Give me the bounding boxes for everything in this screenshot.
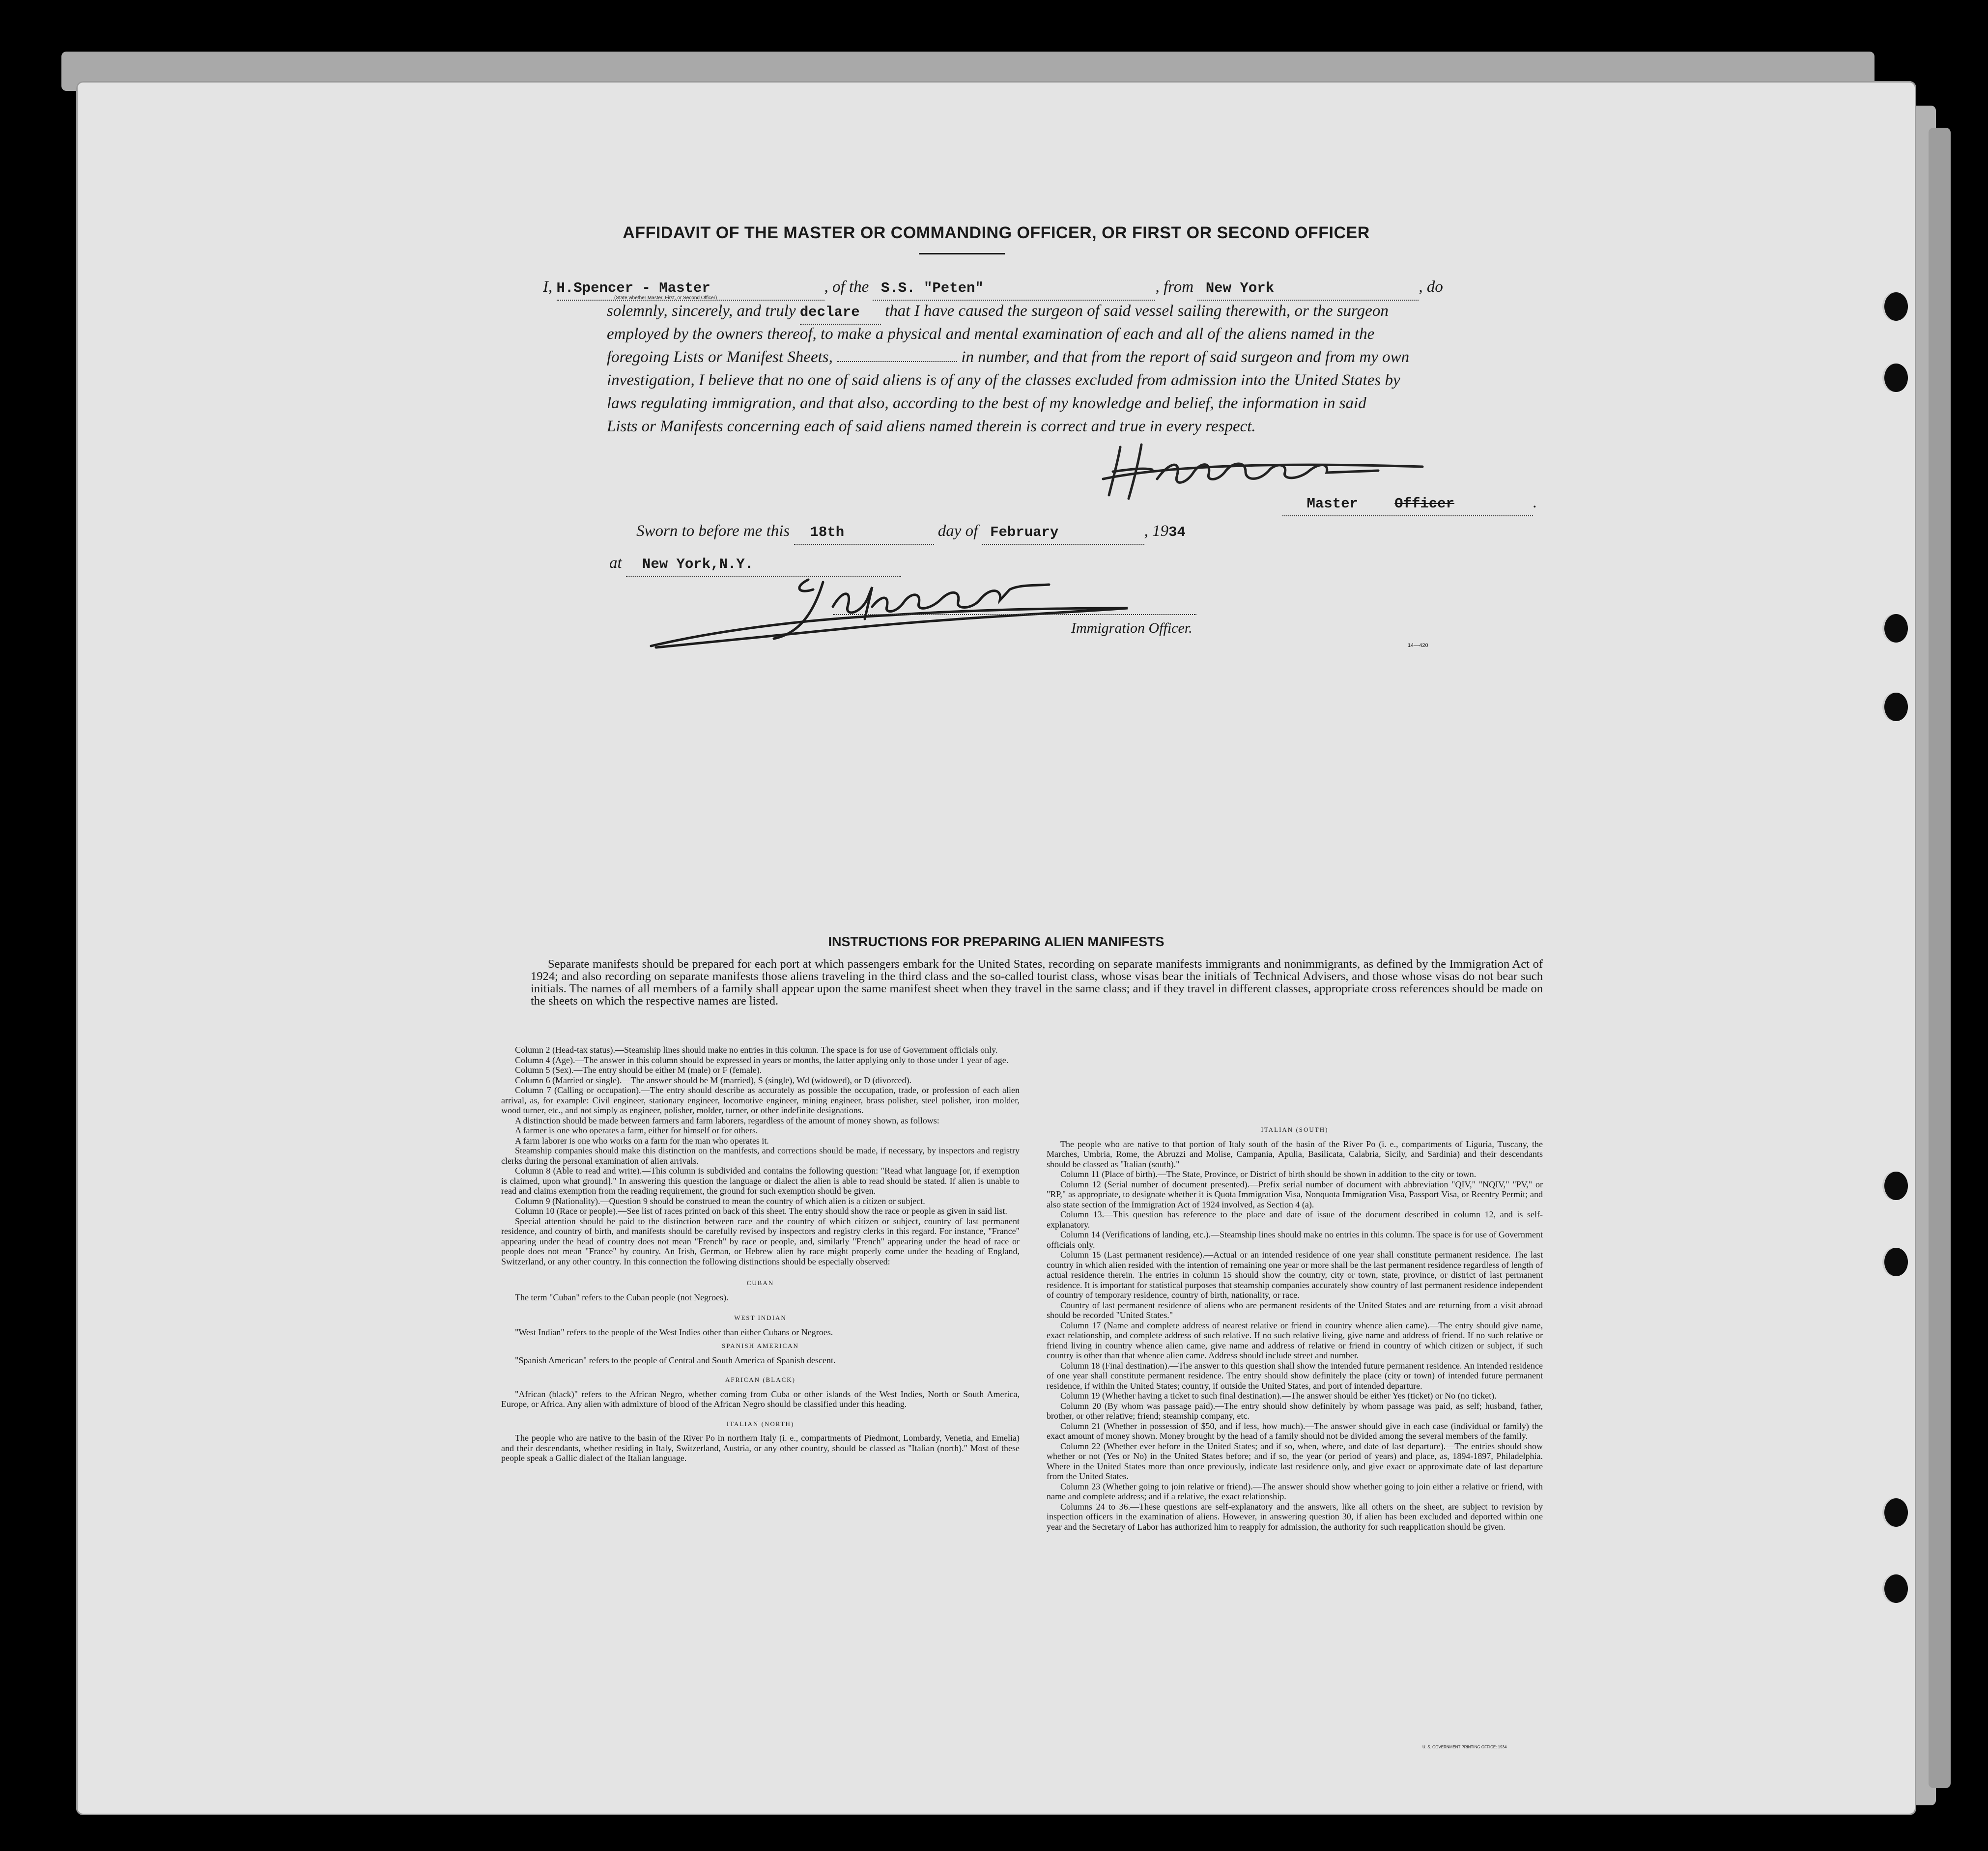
left-para: Column 9 (Nationality).—Question 9 should be construed to mean the country of which alien is a citizen or subject. xyxy=(515,1196,925,1206)
right-para: Column 19 (Whether having a ticket to such final destination).—The answer should be either Yes (ticket) or No (no ticket). xyxy=(1060,1391,1497,1401)
west-indian-text: "West Indian" refers to the people of the West Indies other than either Cubans or Negroes. xyxy=(515,1327,833,1337)
punch-hole xyxy=(1884,292,1908,321)
heading-west-indian: WEST INDIAN xyxy=(734,1314,787,1321)
affidavit-line-4: foregoing Lists or Manifest Sheets, in number, and that from the report of said surgeon and from my own xyxy=(607,348,1410,366)
right-para: Column 14 (Verifications of landing, etc.).—Steamship lines should make no entries in this column. The space is for use of Government officials only. xyxy=(1047,1230,1543,1250)
right-para: Column 13.—This question has reference to the place and date of issue of the document described in column 12, and is self-explanatory. xyxy=(1047,1209,1543,1230)
affidavit-line-1: I, H.Spencer - Master , of the S.S. "Peten" , from New York , do xyxy=(543,276,1443,301)
left-para: Column 5 (Sex).—The entry should be either M (male) or F (female). xyxy=(515,1065,762,1075)
master-name-field: H.Spencer - Master xyxy=(557,276,824,301)
right-para: Column 22 (Whether ever before in the United States; and if so, when, where, and date of last departure).—The entries should show whether or not (Yes or No) in the United States before; and if so, the year (or period of years) and place, as, 1894-1897, Philadelphia. Where in the United States more than once previously, indicate last residence only, and give exact or approximate date of last departure from the United States. xyxy=(1047,1441,1543,1481)
form-number: 14—420 xyxy=(1408,643,1428,648)
right-para: Column 23 (Whether going to join relative or friend).—The answer should show whether going to join either a relative or friend, with name and complete address; and if a relative, the exact relationship. xyxy=(1047,1481,1543,1501)
left-para: A farm laborer is one who works on a farm for the man who operates it. xyxy=(515,1135,769,1146)
punch-hole xyxy=(1884,1172,1908,1200)
cuban-text: The term "Cuban" refers to the Cuban people (not Negroes). xyxy=(515,1292,729,1302)
left-para: Special attention should be paid to the distinction between race and the country of which citizen or subject, country of last permanent residence, and country of birth, and manifests should be carefully revised by inspectors and registry clerks in this regard. For instance, "France" appearing under the head of country does not mean "French" by race or people, and, similarly "French" appearing under the head of race or people does not mean "France" by country. An Irish, German, or Hebrew alien by race might properly come under the heading of England, Switzerland, or any other country. In this connection the following distinctions should be especially observed: xyxy=(501,1216,1020,1266)
sworn-day-field: 18th xyxy=(794,520,934,545)
affidavit-line-5: investigation, I believe that no one of said aliens is of any of the classes excluded from admission into the United States by xyxy=(607,371,1400,389)
right-para: Columns 24 to 36.—These questions are self-explanatory and the answers, like all others on the sheet, are subject to revision by inspection officers in the examination of aliens. However, in answering question 30, if alien has been excluded and deported within one year and the Secretary of Labor has authorized him to reapply for admission, the authority for such reapplication should be given. xyxy=(1047,1501,1543,1532)
instructions-title: INSTRUCTIONS FOR PREPARING ALIEN MANIFESTS xyxy=(828,934,1164,949)
italian-north-text: The people who are native to the basin of the River Po in northern Italy (i. e., compartments of Piedmont, Lombardy, Venetia, and Emelia) and their descendants, whether residing in Italy, Switzerland, Austria, or any other country, should be classed as "Italian (north)." Most of these people speak a Gallic dialect of the Italian language. xyxy=(501,1433,1020,1463)
right-para: Column 21 (Whether in possession of $50, and if less, how much).—The answer should give in each case (individual or family) the exact amount of money shown. Money brought by the head of a family should not be divided among the several members of the family. xyxy=(1047,1421,1543,1441)
left-para: Column 10 (Race or people).—See list of races printed on back of this sheet. The entry should show the race or people as given in said list. xyxy=(515,1206,1007,1216)
title-rule xyxy=(919,253,1005,254)
back-page-right-2 xyxy=(1929,128,1951,1788)
punch-hole xyxy=(1884,693,1908,721)
african-text: "African (black)" refers to the African Negro, whether coming from Cuba or other islands of the West Indies, North or South America, Europe, or Africa. Any alien with admixture of blood of the African Negro should be classified under this heading. xyxy=(501,1389,1020,1409)
heading-italian-south: ITALIAN (SOUTH) xyxy=(1261,1126,1329,1133)
instructions-right-column xyxy=(1047,1125,1543,1532)
officer-label: Immigration Officer. xyxy=(1071,620,1193,636)
right-para: Column 17 (Name and complete address of nearest relative or friend in country whence alien came).—The entry should give name, exact relationship, and complete address of such relative. If no such relative living, give name and address of friend. If no such relative or friend living in country whence alien came, give name and address of relative or friend in country of which citizen or subject, if such country is other than that whence alien came. Address should include street and number. xyxy=(1047,1320,1543,1360)
punch-hole xyxy=(1884,1498,1908,1527)
sworn-line: Sworn to before me this 18th day of February , 1934 xyxy=(636,520,1186,545)
from-port-field: New York xyxy=(1197,276,1419,301)
left-para: A distinction should be made between farmers and farm laborers, regardless of the amount of money shown, as follows: xyxy=(515,1115,939,1125)
printer-imprint: U. S. GOVERNMENT PRINTING OFFICE: 1934 xyxy=(1422,1745,1507,1749)
sworn-month-field: February xyxy=(982,520,1144,545)
heading-spanish-american: SPANISH AMERICAN xyxy=(722,1342,799,1349)
instructions-intro: Separate manifests should be prepared for each port at which passengers embark for the United States, recording on separate manifests immigrants and nonimmigrants, as defined by the Immigration Act of 1924; and also recording on separate manifests those aliens traveling in the third class and the so-called tourist class, whose visas bear the initials of Technical Advisers, and those whose visas do not bear such initials. The names of all members of a family shall appear upon the same manifest sheet when they travel in the same class; and if they travel in different classes, appropriate cross references should be made on the sheets on which the respective names are listed. xyxy=(531,957,1543,1008)
signer-title-line: Master Officer . xyxy=(1282,491,1537,516)
affidavit-line-2: solemnly, sincerely, and truly declare that I have caused the surgeon of said vessel sailing therewith, or the surgeon xyxy=(607,300,1389,325)
spanish-american-text: "Spanish American" refers to the people of Central and South America of Spanish descent. xyxy=(515,1355,836,1365)
right-para: Column 18 (Final destination).—The answer to this question shall show the intended future permanent residence. An intended residence of one year shall constitute permanent residence. The entry should show definitely the place (city or town) of intended future permanent residence, if within the United States; country, if outside the United States, and port of intended departure. xyxy=(1047,1360,1543,1391)
punch-hole xyxy=(1884,614,1908,643)
declare-field: declare xyxy=(800,300,881,325)
heading-cuban: CUBAN xyxy=(746,1279,774,1287)
sheet-count-field xyxy=(837,361,957,362)
vessel-field: S.S. "Peten" xyxy=(873,276,1155,301)
left-para: Column 2 (Head-tax status).—Steamship lines should make no entries in this column. The space is for use of Government officials only. xyxy=(515,1045,998,1055)
punch-hole xyxy=(1884,1248,1908,1276)
sworn-place-line: at New York,N.Y. xyxy=(609,552,901,577)
instructions-left-column xyxy=(501,1045,1020,1463)
right-para: The people who are native to that portion of Italy south of the basin of the River Po (i. e., compartments of Liguria, Tuscany, the Marches, Umbria, Rome, the Abruzzi and Molise, Campania, Apulia, Basilicata, Calabria, Sicily, and Sardinia) and their descendants should be classed as "Italian (south)." xyxy=(1047,1139,1543,1169)
officer-signature-line xyxy=(833,614,1196,615)
right-para: Column 20 (By whom was passage paid).—The entry should show definitely by whom passage was paid, as self; husband, father, brother, or other relative; friend; steamship company, etc. xyxy=(1047,1401,1543,1421)
right-para: Column 12 (Serial number of document presented).—Prefix serial number of document with abbreviation "QIV," "NQIV," "PV," or "RP," as appropriate, to designate whether it is Quota Immigration Visa, Nonquota Immigration Visa, Passport Visa, or Reentry Permit; and also state section of the Immigration Act of 1924 involved, as Section 4 (a). xyxy=(1047,1179,1543,1209)
left-para: Steamship companies should make this distinction on the manifests, and corrections should be made, if necessary, by inspectors and registry clerks during the personal examination of alien arrivals. xyxy=(501,1146,1020,1166)
right-para: Country of last permanent residence of aliens who are permanent residents of the United States and are returning from a visit abroad should be recorded "United States." xyxy=(1047,1300,1543,1320)
affidavit-line-3: employed by the owners thereof, to make a physical and mental examination of each and all of the aliens named in the xyxy=(607,325,1375,343)
right-para: Column 11 (Place of birth).—The State, Province, or District of birth should be shown in addition to the city or town. xyxy=(1060,1169,1477,1179)
signer-title-field: Master Officer xyxy=(1282,491,1533,516)
left-para: Column 8 (Able to read and write).—This column is subdivided and contains the following question: "Read what language [or, if exemption is claimed, upon what ground]." In answering this question the language or dialect the alien is able to read should be stated. If alien is unable to read and claims exemption from the reading requirement, the ground for such exemption should be given. xyxy=(501,1166,1020,1196)
punch-hole xyxy=(1884,1574,1908,1603)
right-para: Column 15 (Last permanent residence).—Actual or an intended residence of one year shall constitute permanent residence. The last country in which alien resided with the intention of remaining one year or more shall be the last permanent residence regardless of length of actual residence therein. The entries in column 15 should show the country, city or town, state, province, or district of last permanent residence. It is important for statistical purposes that steamship companies accurately show country of last permanent residence independent of country of temporary residence, country of birth, nationality, or race. xyxy=(1047,1250,1543,1300)
punch-hole xyxy=(1884,364,1908,392)
affidavit-title: AFFIDAVIT OF THE MASTER OR COMMANDING OFFICER, OR FIRST OR SECOND OFFICER xyxy=(623,224,1370,242)
sworn-year: 34 xyxy=(1168,524,1186,540)
heading-italian-north: ITALIAN (NORTH) xyxy=(726,1420,795,1428)
affidavit-line-7: Lists or Manifests concerning each of said aliens named therein is correct and true in every respect. xyxy=(607,418,1256,435)
officer-signature xyxy=(636,560,1206,658)
sworn-place-field: New York,N.Y. xyxy=(626,552,901,577)
left-para: Column 6 (Married or single).—The answer should be M (married), S (single), Wd (widowed), or D (divorced). xyxy=(515,1075,911,1085)
manifest-sheet xyxy=(76,81,1916,1815)
left-para: Column 4 (Age).—The answer in this column should be expressed in years or months, the latter applying only to those under 1 year of age. xyxy=(515,1055,1009,1065)
state-note: (State whether Master, First, or Second Officer) xyxy=(614,295,717,301)
struck-officer: Officer xyxy=(1394,496,1454,512)
left-para: A farmer is one who operates a farm, either for himself or for others. xyxy=(515,1125,758,1135)
heading-african: AFRICAN (BLACK) xyxy=(725,1376,796,1383)
affidavit-line-6: laws regulating immigration, and that also, according to the best of my knowledge and belief, the information in said xyxy=(607,394,1366,412)
left-para: Column 7 (Calling or occupation).—The entry should describe as accurately as possible the occupation, trade, or profession of each alien arrival, as, for example: Civil engineer, stationary engineer, locomotive engineer, mining engineer, brass polisher, steel polisher, iron molder, wood turner, etc., and not simply as engineer, polisher, molder, turner, or other indefinite designations. xyxy=(501,1085,1020,1115)
